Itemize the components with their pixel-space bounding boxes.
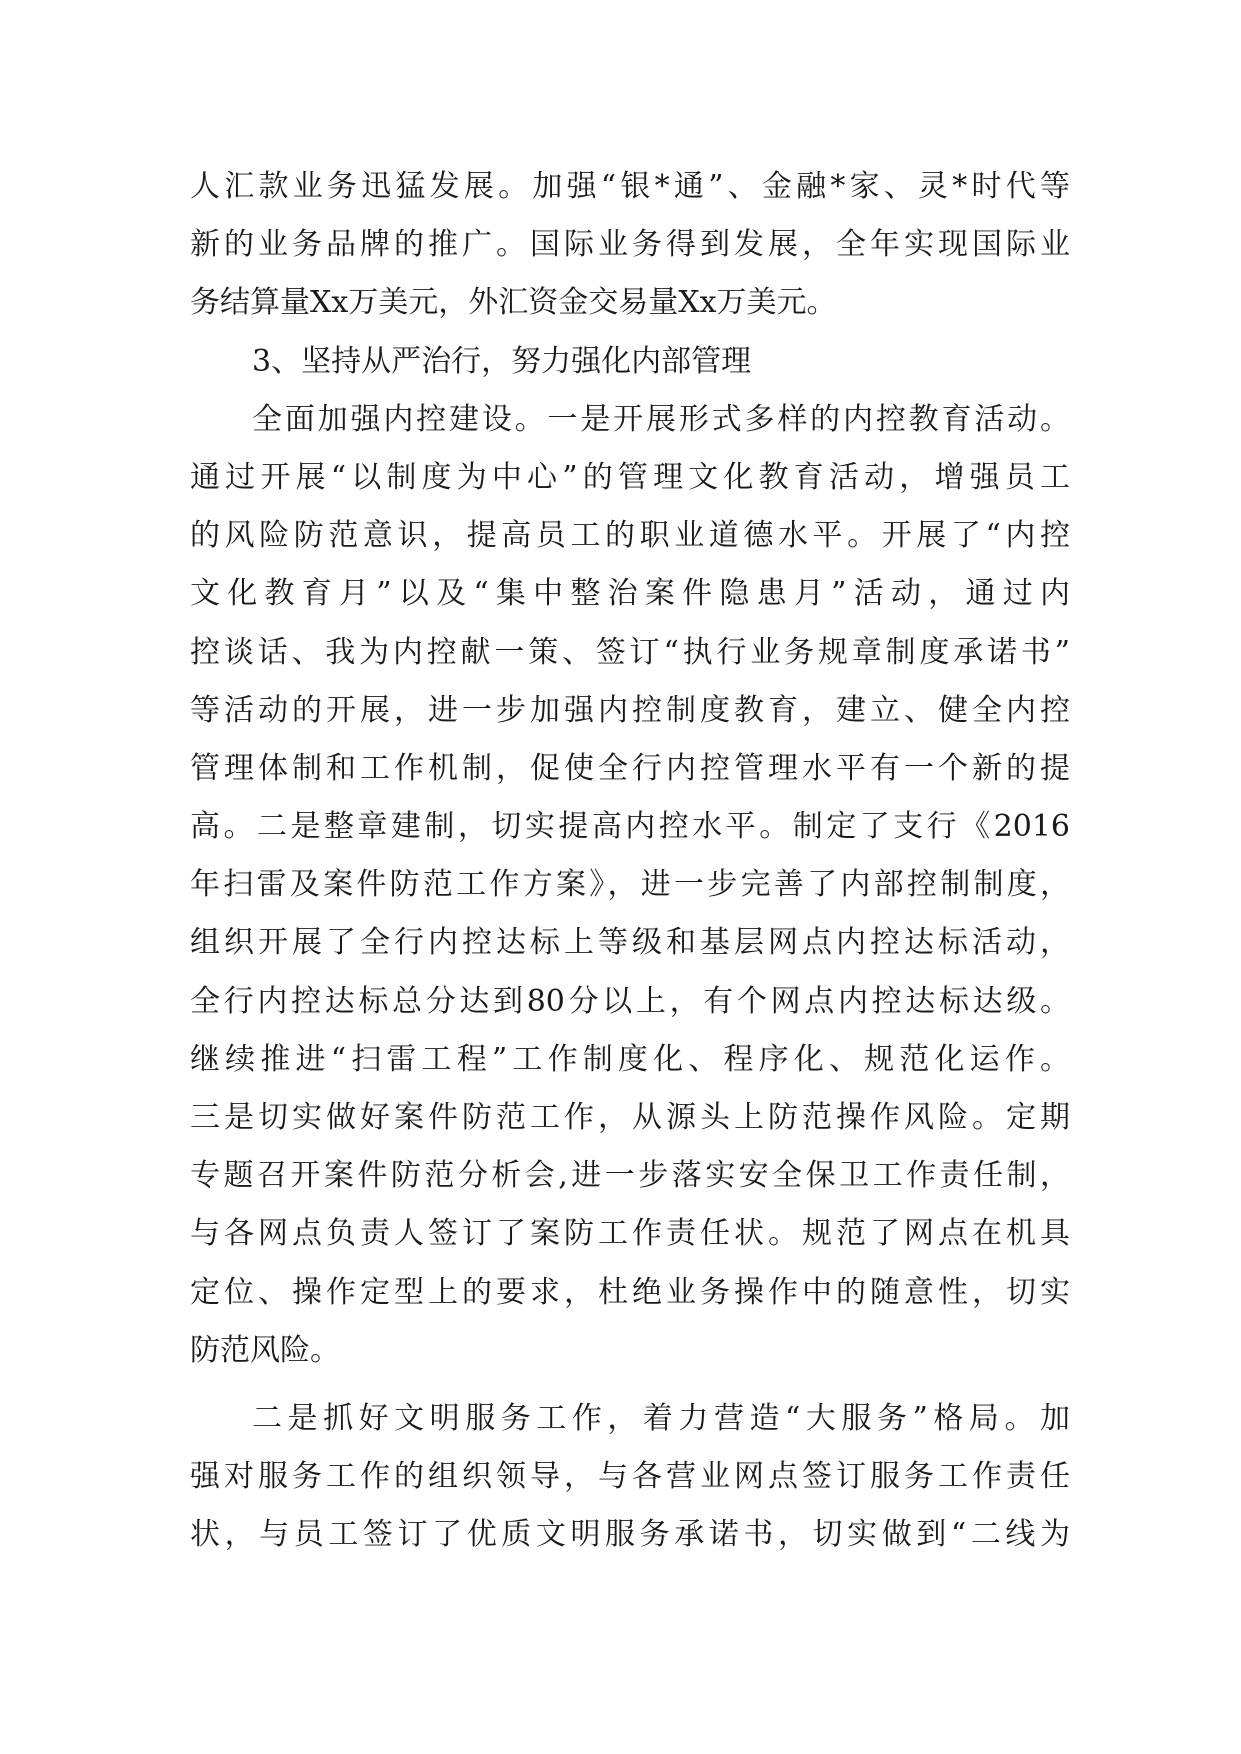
text-line: 务结算量Xx万美元，外汇资金交易量Xx万美元。 (190, 285, 837, 321)
text-line: 高。二是整章建制，切实提高内控水平。制定了支行《2016 (190, 809, 1070, 845)
text-line: 全面加强内控建设。一是开展形式多样的内控教育活动。 (252, 401, 1070, 437)
text-line: 控谈话、我为内控献一策、签订“执行业务规章制度承诺书” (190, 634, 1070, 670)
text-line: 继续推进“扫雷工程”工作制度化、程序化、规范化运作。 (190, 1041, 1070, 1077)
text-line: 等活动的开展，进一步加强内控制度教育，建立、健全内控 (190, 692, 1070, 728)
text-line: 的风险防范意识，提高员工的职业道德水平。开展了“内控 (190, 518, 1070, 554)
text-line: 人汇款业务迅猛发展。加强“银*通”、金融*家、灵*时代等 (190, 169, 1070, 204)
text-line: 管理体制和工作机制，促使全行内控管理水平有一个新的提 (190, 750, 1070, 786)
text-line: 强对服务工作的组织领导，与各营业网点签订服务工作责任 (190, 1459, 1070, 1495)
text-line: 年扫雷及案件防范工作方案》，进一步完善了内部控制制度， (190, 867, 1070, 903)
text-line: 二是抓好文明服务工作，着力营造“大服务”格局。加 (252, 1400, 1070, 1436)
text-line: 新的业务品牌的推广。国际业务得到发展，全年实现国际业 (190, 227, 1070, 263)
section-heading: 3、坚持从严治行，努力强化内部管理 (252, 343, 752, 379)
text-line: 文化教育月”以及“集中整治案件隐患月”活动，通过内 (190, 576, 1070, 612)
text-line: 全行内控达标总分达到80分以上，有个网点内控达标达级。 (190, 983, 1070, 1019)
document-body (190, 158, 1070, 1565)
text-line: 定位、操作定型上的要求，杜绝业务操作中的随意性，切实 (190, 1274, 1070, 1310)
text-line: 通过开展“以制度为中心”的管理文化教育活动，增强员工 (190, 459, 1070, 495)
paragraph-gap (190, 1380, 1070, 1390)
text-line: 防范风险。 (190, 1332, 340, 1368)
text-line: 三是切实做好案件防范工作，从源头上防范操作风险。定期 (190, 1100, 1070, 1135)
text-line: 专题召开案件防范分析会,进一步落实安全保卫工作责任制， (190, 1158, 1070, 1194)
text-line: 组织开展了全行内控达标上等级和基层网点内控达标活动， (190, 925, 1070, 961)
text-line: 状，与员工签订了优质文明服务承诺书，切实做到“二线为 (190, 1517, 1070, 1553)
text-line: 与各网点负责人签订了案防工作责任状。规范了网点在机具 (190, 1216, 1070, 1252)
